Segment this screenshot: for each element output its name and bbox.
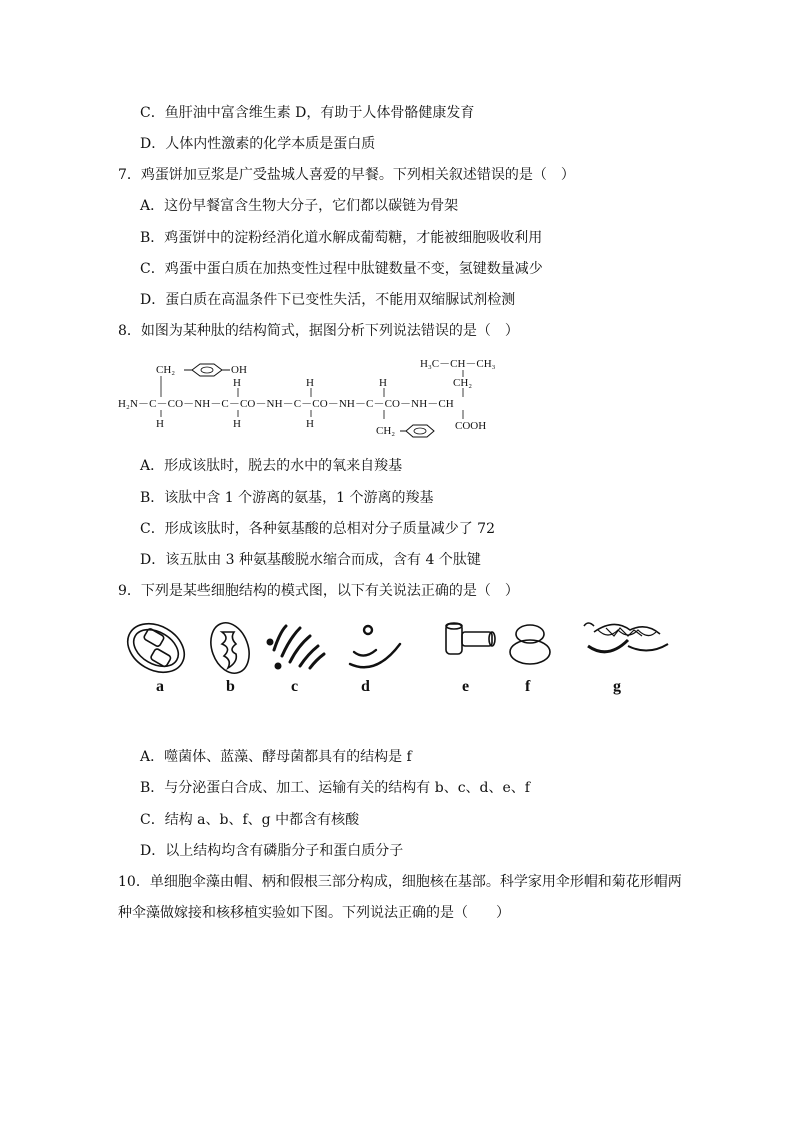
cell-structure-drawings <box>118 612 678 682</box>
h-label: H <box>233 418 241 430</box>
q7-option-a: A．这份早餐富含生物大分子，它们都以碳链为骨架 <box>140 198 459 214</box>
q9-option-b: B．与分泌蛋白合成、加工、运输有关的结构有 b、c、d、e、f <box>140 780 530 796</box>
golgi-drawing <box>268 626 324 668</box>
q7-stem: 7．鸡蛋饼加豆浆是广受盐城人喜爱的早餐。下列相关叙述错误的是（ ） <box>118 167 575 183</box>
q9-stem: 9．下列是某些细胞结构的模式图，以下有关说法正确的是（ ） <box>118 583 519 599</box>
q10-stem-line1: 10．单细胞伞藻由帽、柄和假根三部分构成，细胞核在基部。科学家用伞形帽和菊花形帽两 <box>118 874 682 890</box>
q8-option-b: B．该肽中含 1 个游离的氨基，1 个游离的羧基 <box>140 490 434 506</box>
cell-structures-figure <box>118 612 678 702</box>
h-label: H <box>379 377 387 389</box>
peptide-main-chain: H₂N－C－CO－NH－C－CO－NH－C－CO－NH－C－CO－NH－CH <box>118 398 454 410</box>
q7-option-c: C．鸡蛋中蛋白质在加热变性过程中肽键数量不变，氢键数量减少 <box>140 261 543 277</box>
chloroplast-drawing <box>119 614 193 682</box>
isopropyl-group-label: H₃C－CH－CH₃ <box>420 358 496 370</box>
centriole-drawing <box>446 623 495 654</box>
q8-option-c: C．形成该肽时，各种氨基酸的总相对分子质量减少了 72 <box>140 521 495 537</box>
q6-option-c: C．鱼肝油中富含维生素 D，有助于人体骨骼健康发育 <box>140 105 475 121</box>
label-c: c <box>291 678 299 695</box>
ch2-top-label: CH₂ <box>453 377 473 389</box>
hydroxyl-label: OH <box>231 364 247 376</box>
label-g: g <box>613 678 621 695</box>
carboxyl-label: COOH <box>455 420 487 432</box>
q8-option-a: A．形成该肽时，脱去的水中的氧来自羧基 <box>140 458 403 474</box>
h-label: H <box>233 377 241 389</box>
q7-option-d: D．蛋白质在高温条件下已变性失活，不能用双缩脲试剂检测 <box>140 292 516 308</box>
endoplasmic-reticulum-drawing <box>350 626 400 667</box>
label-b: b <box>226 678 235 695</box>
q8-stem: 8．如图为某种肽的结构简式，据图分析下列说法错误的是（ ） <box>118 323 519 339</box>
h-label: H <box>156 418 164 430</box>
q9-option-c: C．结构 a、b、f、g 中都含有核酸 <box>140 812 360 828</box>
q7-option-b: B．鸡蛋饼中的淀粉经消化道水解成葡萄糖，才能被细胞吸收利用 <box>140 230 543 246</box>
q9-option-a: A．噬菌体、蓝藻、酵母菌都具有的结构是 f <box>140 749 412 765</box>
ribosome-drawing <box>510 625 550 664</box>
h-label: H <box>306 377 314 389</box>
nucleus-drawing <box>584 623 668 652</box>
mitochondrion-drawing <box>204 617 256 678</box>
ch2-left-label: CH₂ <box>156 364 176 376</box>
label-f: f <box>525 678 531 695</box>
q10-stem-line2: 种伞藻做嫁接和核移植实验如下图。下列说法正确的是（ ） <box>118 905 510 921</box>
peptide-structure-figure <box>118 352 498 442</box>
label-a: a <box>156 678 164 695</box>
ch2-bottom-label: CH₂ <box>376 425 396 437</box>
q6-option-d: D．人体内性激素的化学本质是蛋白质 <box>140 136 376 152</box>
label-d: d <box>361 678 370 695</box>
h-label: H <box>306 418 314 430</box>
label-e: e <box>462 678 470 695</box>
q9-option-d: D．以上结构均含有磷脂分子和蛋白质分子 <box>140 843 404 859</box>
q8-option-d: D．该五肽由 3 种氨基酸脱水缩合而成，含有 4 个肽键 <box>140 552 481 568</box>
